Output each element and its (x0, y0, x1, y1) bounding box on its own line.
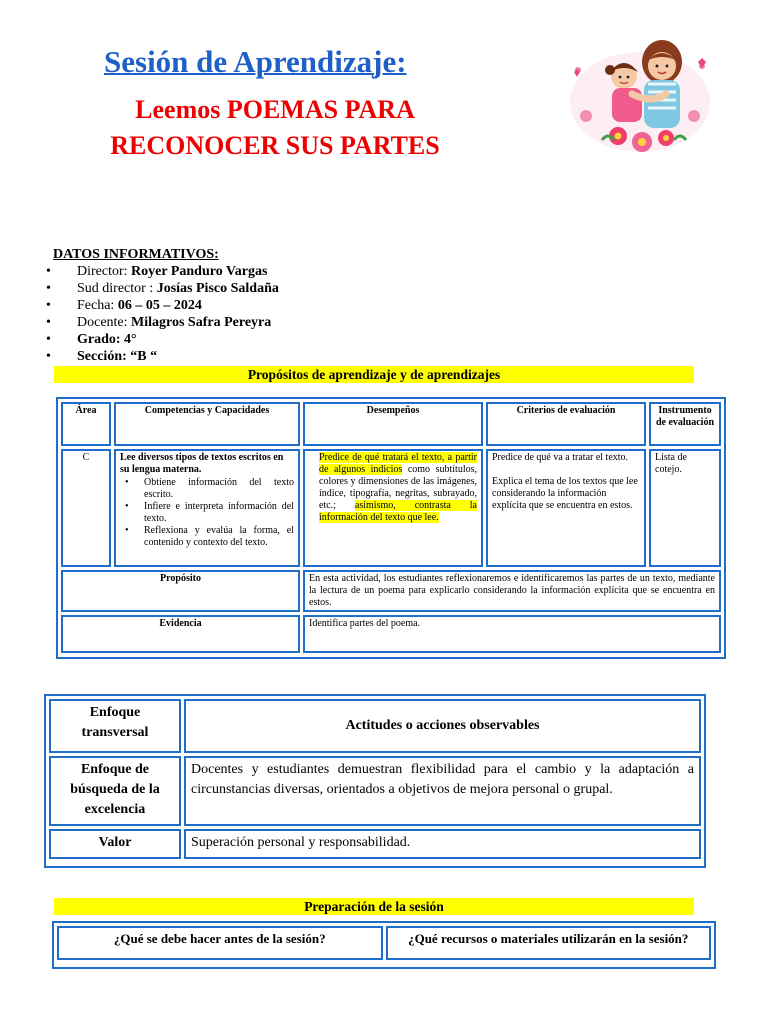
instrumento-cell: Lista de cotejo. (649, 449, 721, 567)
desempenos-cell (303, 449, 483, 567)
proposito-text: En esta actividad, los estudiantes reflexionaremos e identificaremos las partes de un texto, mediante la lectura de un poema para explicarlo considerando la información explícita que se encuentra en estos. (303, 570, 721, 612)
session-title: Sesión de Aprendizaje: (104, 44, 407, 79)
subtitle-line-1: Leemos POEMAS PARA (135, 95, 415, 124)
datos-informativos (40, 246, 279, 365)
header-competencias: Competencias y Capacidades (114, 402, 300, 446)
capacidad-item: • Infiere e interpreta información del texto. (120, 501, 294, 525)
mother-hugging-child-icon (562, 32, 718, 160)
evidencia-text: Identifica partes del poema. (303, 615, 721, 653)
propositos-heading: Propósitos de aprendizaje y de aprendizajes (54, 366, 694, 383)
enfoque-table (44, 694, 706, 868)
valor-label: Valor (49, 829, 181, 859)
header-area: Área (61, 402, 111, 446)
desempeno-highlight-1: Predice de qué tratará el texto, a partir de algunos indicios (319, 452, 477, 475)
antes-sesion-header: ¿Qué se debe hacer antes de la sesión? (57, 926, 383, 960)
datos-item-grado: • Grado: 4° (40, 331, 279, 348)
evidencia-label: Evidencia (61, 615, 300, 653)
table-row (61, 449, 721, 567)
recursos-header: ¿Qué recursos o materiales utilizarán en la sesión? (386, 926, 712, 960)
enfoque-busqueda-label: Enfoque de búsqueda de la excelencia (49, 756, 181, 826)
criterio-1: Predice de qué va a tratar el texto. (492, 452, 629, 463)
area-cell: C (61, 449, 111, 567)
table-header-row (57, 926, 711, 960)
desempeno-text: como subtítulos, colores y dimensiones de las imágenes, índice, tipografía, negritas, subrayado, etc.; (319, 464, 477, 511)
table-row (49, 829, 701, 859)
session-subtitle (40, 92, 510, 164)
valor-text: Superación personal y responsabilidad. (184, 829, 701, 859)
table-row (61, 615, 721, 653)
header-instrumento: Instrumento de evaluación (649, 402, 721, 446)
datos-item-director: • Director: Royer Panduro Vargas (40, 263, 279, 280)
competencia-title: Lee diversos tipos de textos escritos en su lengua materna. (120, 452, 284, 475)
datos-item-docente: • Docente: Milagros Safra Pereyra (40, 314, 279, 331)
actitudes-header: Actitudes o acciones observables (184, 699, 701, 753)
enfoque-busqueda-text: Docentes y estudiantes demuestran flexibilidad para el cambio y la adaptación a circunstancias diversas, orientados a objetivos de mejora personal o grupal. (184, 756, 701, 826)
competencias-cell (114, 449, 300, 567)
subtitle-line-2: RECONOCER SUS PARTES (110, 131, 440, 160)
header-desempenos: Desempeños (303, 402, 483, 446)
proposito-label: Propósito (61, 570, 300, 612)
header-criterios: Criterios de evaluación (486, 402, 646, 446)
table-header-row (61, 402, 721, 446)
table-row (49, 756, 701, 826)
criterios-cell (486, 449, 646, 567)
datos-item-fecha: • Fecha: 06 – 05 – 2024 (40, 297, 279, 314)
capacidad-item: • Reflexiona y evalúa la forma, el contenido y contexto del texto. (120, 525, 294, 549)
desempeno-highlight-2: asimismo, contrasta la información del texto que lee. (319, 500, 477, 523)
datos-heading: DATOS INFORMATIVOS: (53, 247, 219, 262)
enfoque-transversal-header: Enfoque transversal (49, 699, 181, 753)
capacidad-item: • Obtiene información del texto escrito. (120, 477, 294, 501)
criterio-2: Explica el tema de los textos que lee considerando la información explícita que se encuentra en estos. (492, 476, 638, 511)
table-header-row (49, 699, 701, 753)
datos-item-seccion: • Sección: “B “ (40, 348, 279, 365)
preparacion-heading: Preparación de la sesión (54, 898, 694, 915)
propositos-table (56, 397, 726, 659)
datos-item-subdirector: • Sud director : Josías Pisco Saldaña (40, 280, 279, 297)
table-row (61, 570, 721, 612)
preparacion-table (52, 921, 716, 969)
